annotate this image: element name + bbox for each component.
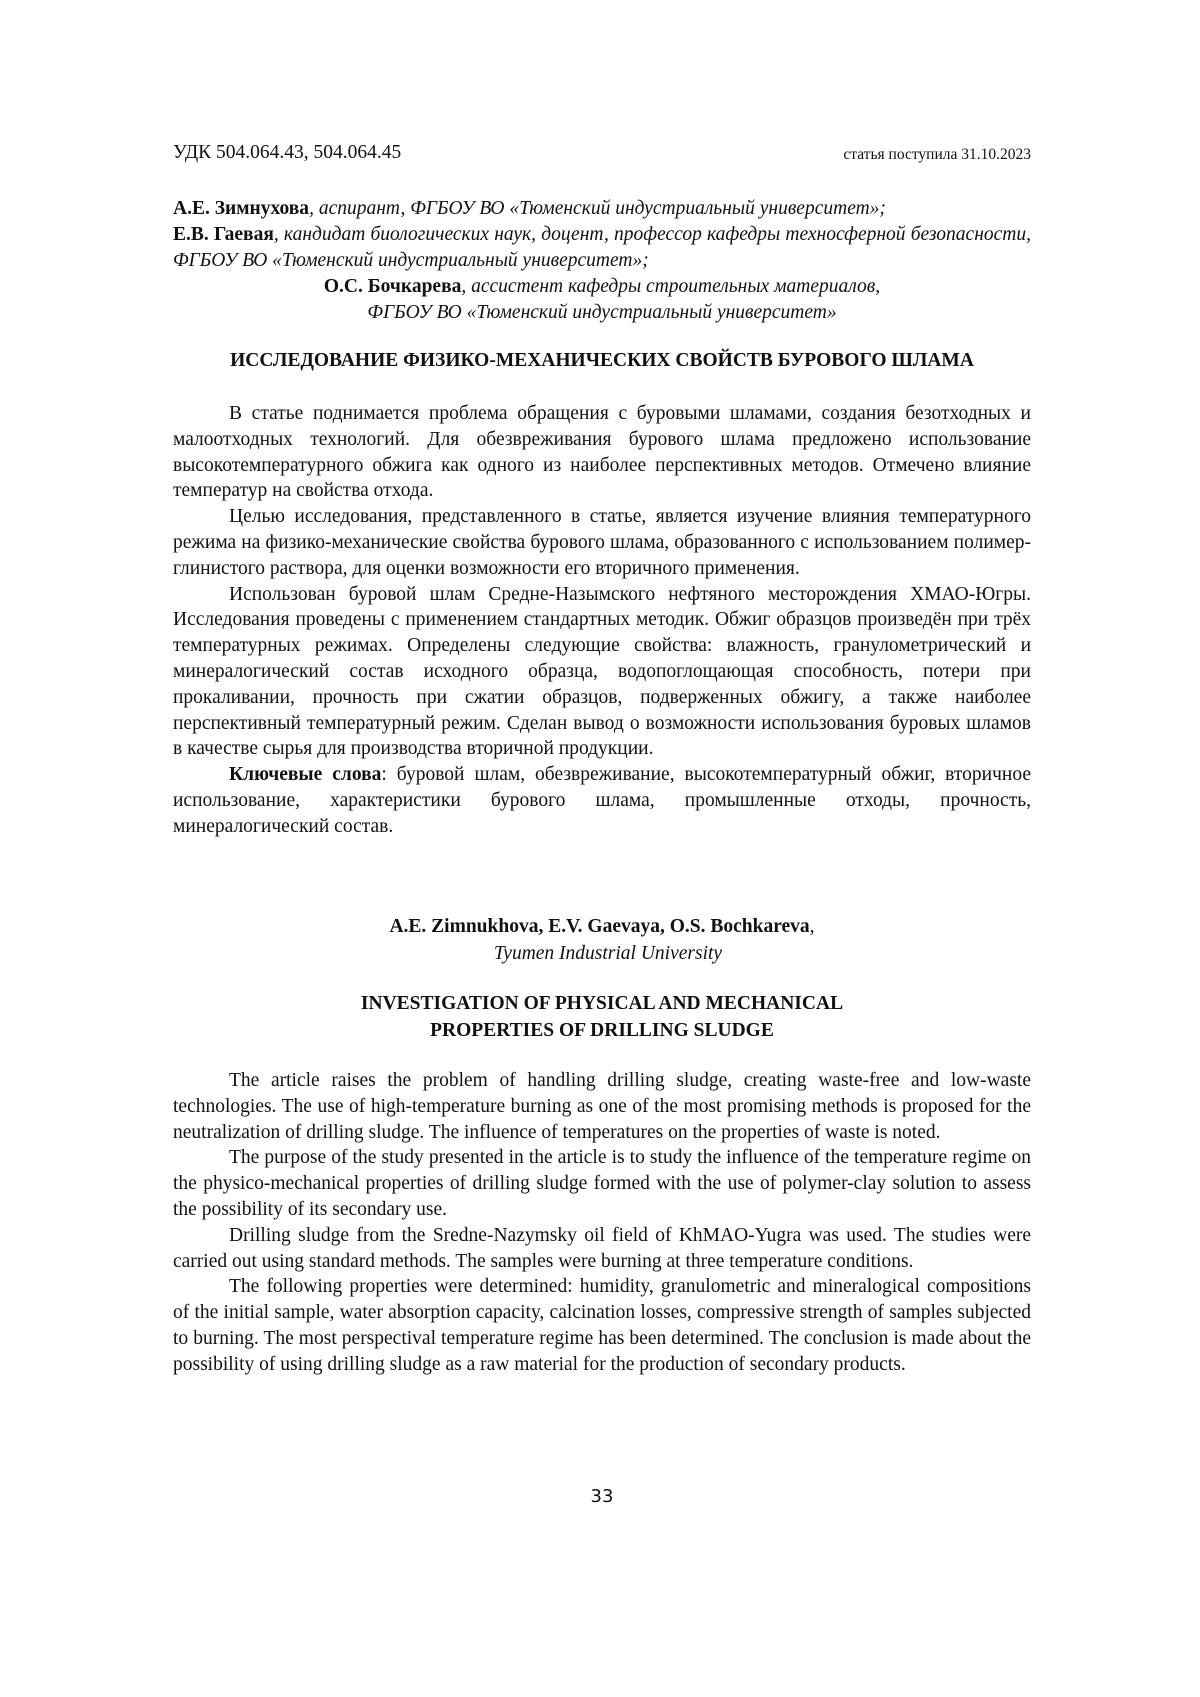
keywords-label: Ключевые слова (229, 764, 382, 786)
author-2-name: Е.В. Гаевая (173, 224, 274, 245)
abstract-en-paragraph-4: The following properties were determined: humidity, granulometric and mineralogical compositions of the initial sample, water absorption capacity, calcination losses, compressive strength of samples subjected to burning. The most perspectival temperature regime has been determined. The conclusion is made about the possibility of using drilling sludge as a raw material for the production of secondary products. (173, 1276, 1031, 1375)
received-date: статья поступила 31.10.2023 (843, 146, 1031, 163)
abstract-en-paragraph-1: The article raises the problem of handling drilling sludge, creating waste-free and low-waste technologies. The use of high-temperature burning as one of the most promising methods is proposed for the neutralization of drilling sludge. The influence of temperatures on the properties of waste is noted. (173, 1070, 1031, 1143)
abstract-ru (173, 401, 1031, 840)
author-1-info: , аспирант, ФГБОУ ВО «Тюменский индустриальный университет»; (309, 198, 886, 219)
udc-code: УДК 504.064.43, 504.064.45 (173, 142, 402, 163)
author-3-affiliation (173, 300, 1031, 326)
author-1-name: А.Е. Зимнухова (173, 198, 310, 219)
authors-en-names-line (173, 913, 1031, 940)
abstract-en-paragraph-3: Drilling sludge from the Sredne-Nazymsky oil field of KhMAO-Yugra was used. The studies were carried out using standard methods. The samples were burning at three temperature conditions. (173, 1224, 1031, 1272)
abstract-en (173, 1068, 1031, 1378)
authors-en-affiliation: Tyumen Industrial University (493, 943, 723, 964)
keywords-ru (173, 762, 1031, 839)
author-3-info-1: , ассистент кафедры строительных материалов, (461, 276, 881, 297)
authors-en (173, 913, 1031, 967)
author-1 (173, 196, 1031, 222)
authors-en-names: A.E. Zimnukhova, E.V. Gaevaya, O.S. Bochkareva (389, 916, 810, 937)
abstract-ru-paragraph-1: В статье поднимается проблема обращения с буровыми шламами, создания безотходных и малоотходных технологий. Для обезвреживания бурового шлама предложено использование высокотемпературного обжига как одного из наиболее перспективных методов. Отмечено влияние температур на свойства отхода. (173, 403, 1031, 502)
title-en-line-1: INVESTIGATION OF PHYSICAL AND MECHANICAL (360, 993, 844, 1014)
authors-ru (173, 196, 1031, 326)
author-2 (173, 222, 1031, 274)
author-3-info-2: ФГБОУ ВО «Тюменский индустриальный университет» (367, 302, 837, 323)
title-ru: ИССЛЕДОВАНИЕ ФИЗИКО-МЕХАНИЧЕСКИХ СВОЙСТВ БУРОВОГО ШЛАМА (230, 350, 974, 371)
abstract-ru-paragraph-2: Целью исследования, представленного в статье, является изучение влияния температурного режима на физико-механические свойства бурового шлама, образованного с использованием полимер-глинистого раствора, для оценки возможности его вторичного применения. (173, 506, 1031, 579)
author-3 (173, 274, 1031, 300)
authors-en-comma: , (809, 916, 815, 937)
page-number: 33 (590, 1486, 614, 1507)
author-2-info: , кандидат биологических наук, доцент, профессор кафедры техносферной безопасности, ФГБОУ ВО «Тюменский индустриальный университет»; (173, 224, 1031, 271)
title-en (173, 990, 1031, 1044)
title-en-line-2: PROPERTIES OF DRILLING SLUDGE (430, 1020, 774, 1041)
header (173, 142, 1031, 168)
abstract-en-paragraph-2: The purpose of the study presented in the article is to study the influence of the temperature regime on the physico-mechanical properties of drilling sludge formed with the use of polymer-clay solution to assess the possibility of its secondary use. (173, 1147, 1031, 1220)
abstract-ru-paragraph-3: Использован буровой шлам Средне-Назымского нефтяного месторождения ХМАО-Югры. Исследования проведены с применением стандартных методик. Обжиг образцов произведён при трёх температурных режимах. Определены следующие свойства: влажность, гранулометрический и минералогический состав исходного образца, водопоглощающая способность, потери при прокаливании, прочность при сжатии образцов, подверженных обжигу, а также наиболее перспективный температурный режим. Сделан вывод о возможности использования буровых шламов в качестве сырья для производства вторичной продукции. (173, 583, 1031, 760)
author-3-name: О.С. Бочкарева (323, 276, 462, 297)
keywords-text: : буровой шлам, обезвреживание, высокотемпературный обжиг, вторичное использование, характеристики бурового шлама, промышленные отходы, прочность, минералогический состав. (173, 764, 1031, 837)
